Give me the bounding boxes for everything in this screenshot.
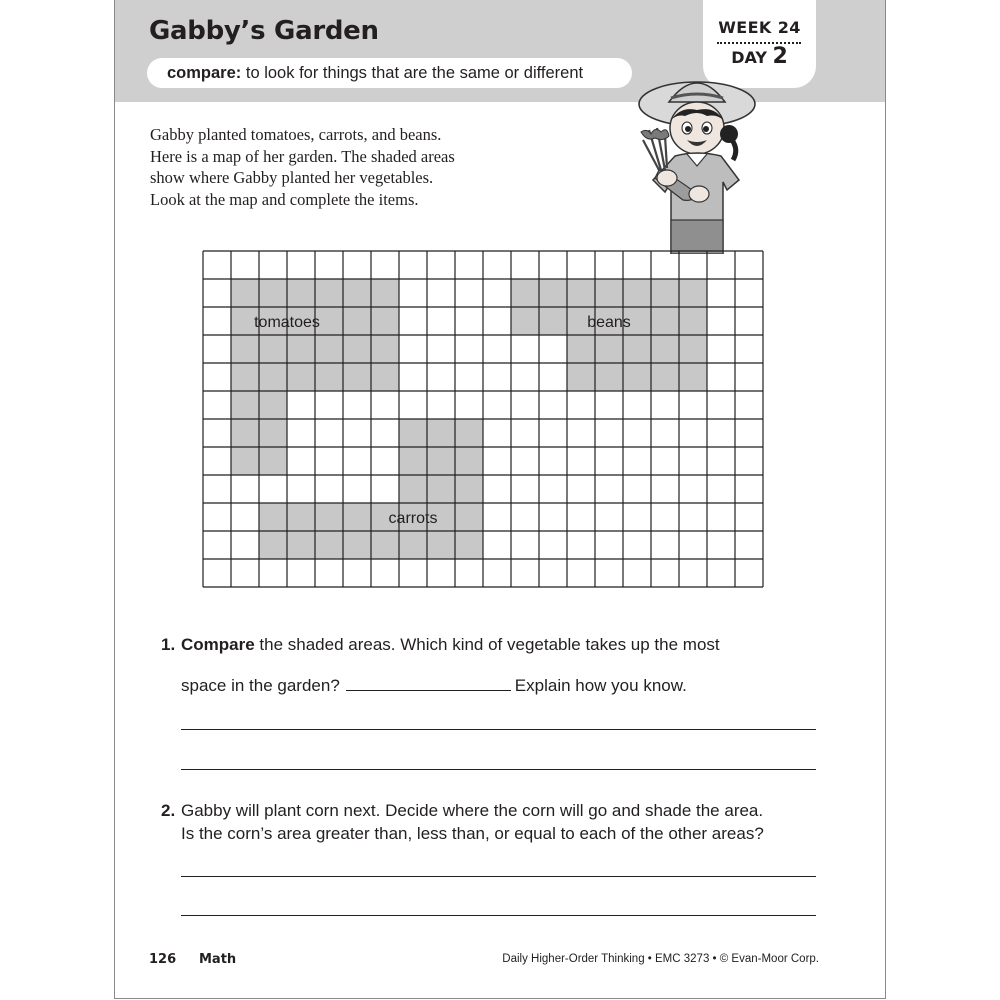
answer-line[interactable] [181,876,816,877]
question-text: Gabby will plant corn next. Decide where the corn will go and shade the area. [181,801,764,820]
question-text-rest: the shaded areas. Which kind of vegetable takes up the most [254,635,720,654]
question-text [181,634,720,656]
question-text: Is the corn’s area greater than, less than, or equal to each of the other areas? [181,824,764,843]
day-number: 2 [772,44,788,69]
intro-line: Here is a map of her garden. The shaded areas [150,146,455,166]
week-label: WEEK 24 [718,18,801,37]
answer-blank[interactable] [346,676,511,691]
gardener-girl-image [637,70,765,254]
question-text-part: space in the garden? [181,676,340,695]
page-title: Gabby’s Garden [149,16,379,46]
intro-line: show where Gabby planted her vegetables. [150,168,434,187]
gardener-girl-illustration [637,70,765,254]
vocabulary-definition [147,58,632,88]
carrots-shaded-area [399,419,483,503]
subject-label: Math [199,952,237,967]
intro-line: Gabby planted tomatoes, carrots, and beans. [150,125,442,144]
garden-grid [202,250,766,592]
publisher-credit: Daily Higher-Order Thinking • EMC 3273 • © Evan-Moor Corp. [502,953,819,965]
question-keyword: Compare [181,635,255,654]
page-number: 126 [149,952,177,967]
worksheet-page [114,0,886,999]
tomatoes-label: tomatoes [254,314,320,331]
vocab-definition: to look for things that are the same or different [241,64,584,82]
intro-paragraph [150,124,540,210]
carrots-label: carrots [388,510,438,527]
answer-line[interactable] [181,915,816,916]
question-text [181,675,687,697]
question-number: 1. [161,635,176,654]
intro-line: Look at the map and complete the items. [150,189,419,209]
vocab-word: compare: [167,64,242,82]
question-text-part: Explain how you know. [514,676,687,695]
answer-line[interactable] [181,729,816,730]
answer-line[interactable] [181,769,816,770]
beans-label: beans [587,314,631,331]
day-label-row [703,44,816,69]
question-number: 2. [161,801,176,820]
garden-map [202,250,766,592]
day-label: DAY [731,48,767,67]
